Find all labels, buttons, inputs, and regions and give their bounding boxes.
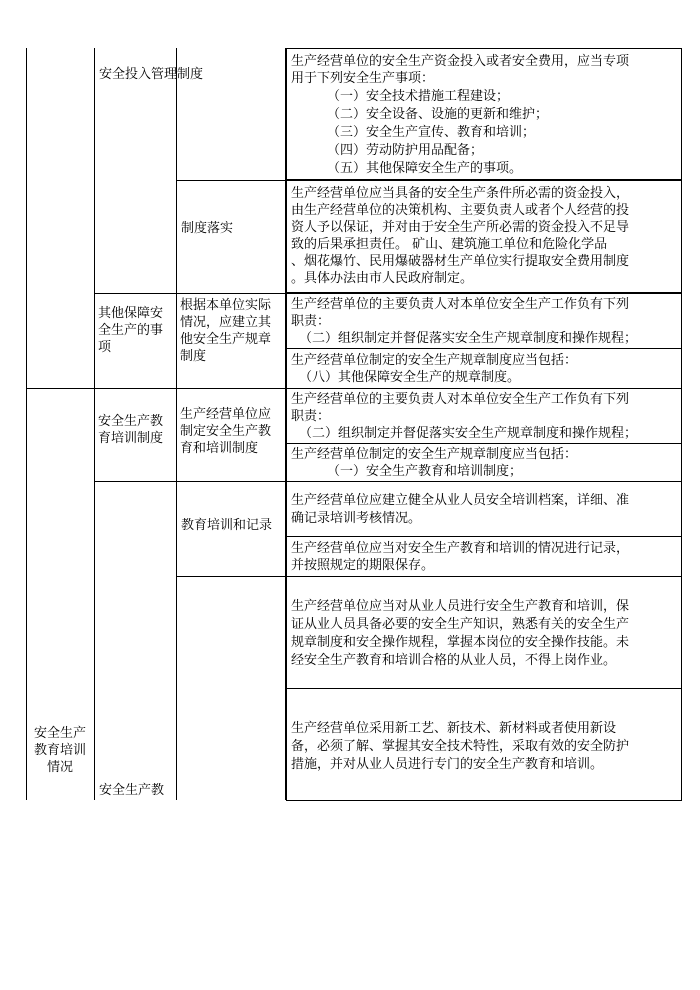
col2-label: 安全投入管理制度: [99, 67, 204, 82]
col1-left-border: [26, 48, 27, 800]
col3-label: 根据本单位实际情况，应建立其他安全生产规章制度: [180, 298, 272, 364]
content-line: 生产经营单位应当对安全生产教育和培训的情况进行记录，: [291, 541, 630, 556]
content-box: [286, 688, 682, 801]
row-sep-col2-3b: [94, 481, 286, 482]
content-line: 。具体办法由市人民政府制定。: [291, 271, 474, 286]
content-line: 生产经营单位采用新工艺、新技术、新材料或者使用新设: [291, 721, 617, 736]
content-line: 备，必须了解、掌握其安全技术特性，采取有效的安全防护: [291, 739, 630, 754]
content-box: [286, 293, 682, 349]
content-box: [286, 576, 682, 689]
content-line: 资人予以保证，并对由于安全生产所必需的资金投入不足导: [291, 220, 630, 235]
content-line: 生产经营单位制定的安全生产规章制度应当包括：: [291, 447, 578, 462]
section-label: 安全生产教育培训情况: [33, 726, 86, 775]
row-sep-col3: [176, 180, 286, 181]
content-line: （四）劳动防护用品配备；: [327, 143, 484, 158]
content-line: 措施，并对从业人员进行专门的安全生产教育和培训。: [291, 757, 604, 772]
content-box: [286, 180, 682, 293]
content-line: 生产经营单位应建立健全从业人员安全培训档案，详细、准: [291, 493, 630, 508]
content-line: 、烟花爆竹、民用爆破器材生产单位实行提取安全费用制度: [291, 254, 630, 269]
content-line: （五）其他保障安全生产的事项。: [327, 161, 523, 176]
content-line: （一）安全生产教育和培训制度；: [327, 464, 523, 479]
content-line: 证从业人员具备必要的安全生产知识，熟悉有关的安全生产: [291, 617, 630, 632]
row-sep-col3b: [176, 576, 286, 577]
content-line: 生产经营单位的主要负责人对本单位安全生产工作负有下列: [291, 392, 630, 407]
content-line: 生产经营单位的主要负责人对本单位安全生产工作负有下列: [291, 297, 630, 312]
content-line: 生产经营单位的安全生产资金投入或者安全费用，应当专项: [291, 54, 630, 69]
content-box: [286, 388, 682, 444]
content-line: 经安全生产教育和培训合格的从业人员，不得上岗作业。: [291, 653, 617, 668]
content-line: 规章制度和安全操作规程，掌握本岗位的安全操作技能。未: [291, 635, 630, 650]
content-box: [286, 48, 682, 180]
col1-right-border: [94, 48, 95, 800]
content-line: （二）组织制定并督促落实安全生产规章制度和操作规程；: [299, 331, 638, 346]
content-line: （三）安全生产宣传、教育和培训；: [327, 125, 536, 140]
content-line: 并按照规定的期限保存。: [291, 558, 435, 573]
content-line: （一）安全技术措施工程建设；: [327, 89, 510, 104]
content-box: [286, 481, 682, 537]
content-line: 由生产经营单位的决策机构、主要负责人或者个人经营的投: [291, 203, 630, 218]
content-line: 生产经营单位制定的安全生产规章制度应当包括：: [291, 353, 578, 368]
col2-label: 安全生产教: [99, 783, 165, 798]
content-line: 致的后果承担责任。 矿山、建筑施工单位和危险化学品: [291, 237, 608, 252]
col2-right-border: [176, 48, 177, 800]
content-line: 用于下列安全生产事项：: [291, 71, 435, 86]
content-line: （二）安全设备、设施的更新和维护；: [327, 107, 549, 122]
col3-label: 生产经营单位应制定安全生产教育和培训制度: [180, 407, 272, 456]
content-line: 生产经营单位应当具备的安全生产条件所必需的资金投入，: [291, 186, 630, 201]
content-box: [286, 348, 682, 389]
content-box: [286, 443, 682, 482]
col3-label: 制度落实: [181, 221, 234, 236]
content-line: 确记录培训考核情况。: [291, 511, 422, 526]
col3-label: 教育培训和记录: [181, 518, 273, 533]
col2-label: 其他保障安全生产的事项: [98, 306, 164, 355]
content-line: 生产经营单位应当对从业人员进行安全生产教育和培训，保: [291, 599, 630, 614]
row-sep-col2-3: [94, 293, 286, 294]
content-line: 职责：: [291, 314, 331, 329]
col2-label: 安全生产教育培训制度: [98, 414, 164, 446]
content-line: 职责：: [291, 409, 331, 424]
content-box: [286, 536, 682, 577]
row-sep-all: [26, 388, 286, 389]
content-line: （八）其他保障安全生产的规章制度。: [299, 370, 521, 385]
content-line: （二）组织制定并督促落实安全生产规章制度和操作规程；: [299, 426, 638, 441]
